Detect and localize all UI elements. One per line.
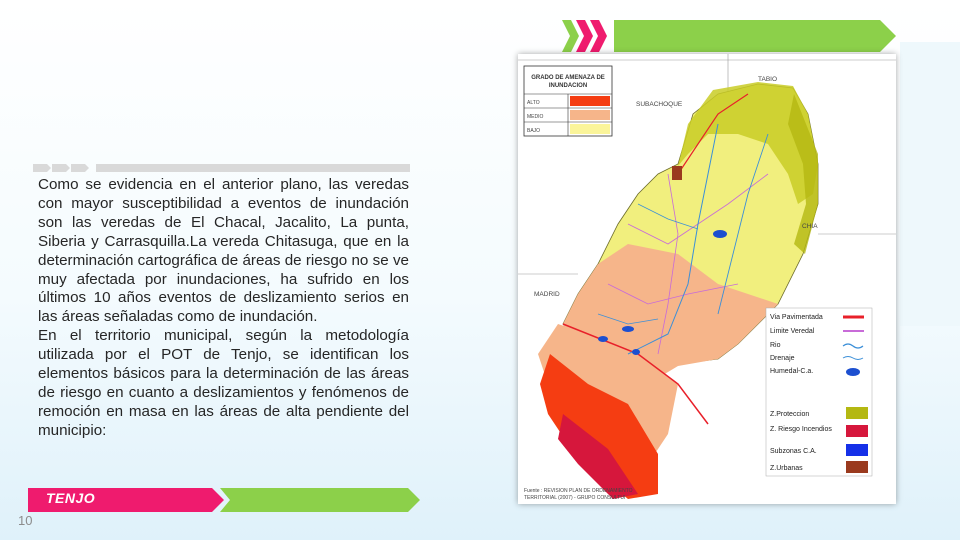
hazard-level-label-2: BAJO <box>527 128 541 134</box>
hazard-swatch-medio <box>570 110 610 120</box>
header-green-bar <box>614 20 896 52</box>
map-legend <box>766 308 872 476</box>
legend-z-proteccion: Z.Proteccion <box>770 411 810 418</box>
body-text <box>38 176 409 441</box>
legend-via-pavimentada: Via Pavimentada <box>770 314 823 321</box>
hazard-legend-title-1: GRADO DE AMENAZA DE <box>531 75 605 81</box>
paragraph-1: Como se evidencia en el anterior plano, las veredas con mayor susceptibilidad a eventos de inundación son las veredas de El Chacal, Jacalito, La punta, Siberia y Carrasquilla.La vereda Chitasuga, que en la determinación cartográfica de áreas de riesgo no se ve muy afectada por inundaciones, ha sufrido en los últimos 10 años eventos de deslizamiento serios en las áreas señaladas como de inundación. <box>38 176 409 326</box>
hazard-legend-title-2: INUNDACION <box>548 83 588 89</box>
hazard-legend <box>524 66 612 136</box>
legend-subzonas-ca: Subzonas C.A. <box>770 448 817 455</box>
flood-hazard-map <box>518 54 896 504</box>
paragraph-2: En el territorio municipal, según la metodología utilizada por el POT de Tenjo, se identifican los elementos básicos para la determinación de las áreas de riesgo en cuanto a deslizamientos y fenómenos de remoción en masa en las áreas de alta pendiente del municipio: <box>38 327 409 439</box>
hazard-level-label-1: MEDIO <box>527 114 544 120</box>
slide-number: 10 <box>18 513 33 528</box>
neighbor-madrid: MADRID <box>534 291 560 298</box>
map-source-2: TERRITORIAL (2007) - GRUPO CONSULTUI <box>524 495 626 501</box>
legend-rio: Rio <box>770 342 781 349</box>
divider-line <box>96 164 410 172</box>
tenjo-logo: TENJO <box>46 490 96 506</box>
legend-humedal: Humedal-C.a. <box>770 368 814 375</box>
legend-z-riesgo-incendios: Z. Riesgo Incendios <box>770 426 832 433</box>
divider-chevrons <box>33 164 93 172</box>
legend-limite-veredal: Limite Veredal <box>770 328 815 335</box>
hazard-swatch-alto <box>570 96 610 106</box>
hazard-level-label-0: ALTO <box>527 100 540 106</box>
brand-green-bar <box>220 488 420 512</box>
hazard-swatch-bajo <box>570 124 610 134</box>
legend-drenaje: Drenaje <box>770 355 795 362</box>
chevron-decoration <box>562 20 612 52</box>
edge-panel <box>900 42 960 326</box>
map-source-1: Fuente : REVISION PLAN DE ORDENAMIENTO <box>524 488 633 494</box>
neighbor-tabio: TABIO <box>758 76 778 83</box>
legend-z-urbanas: Z.Urbanas <box>770 465 803 472</box>
risk-map-image <box>518 54 896 504</box>
neighbor-chia: CHIA <box>802 223 818 230</box>
neighbor-subachoque: SUBACHOQUE <box>636 101 683 108</box>
